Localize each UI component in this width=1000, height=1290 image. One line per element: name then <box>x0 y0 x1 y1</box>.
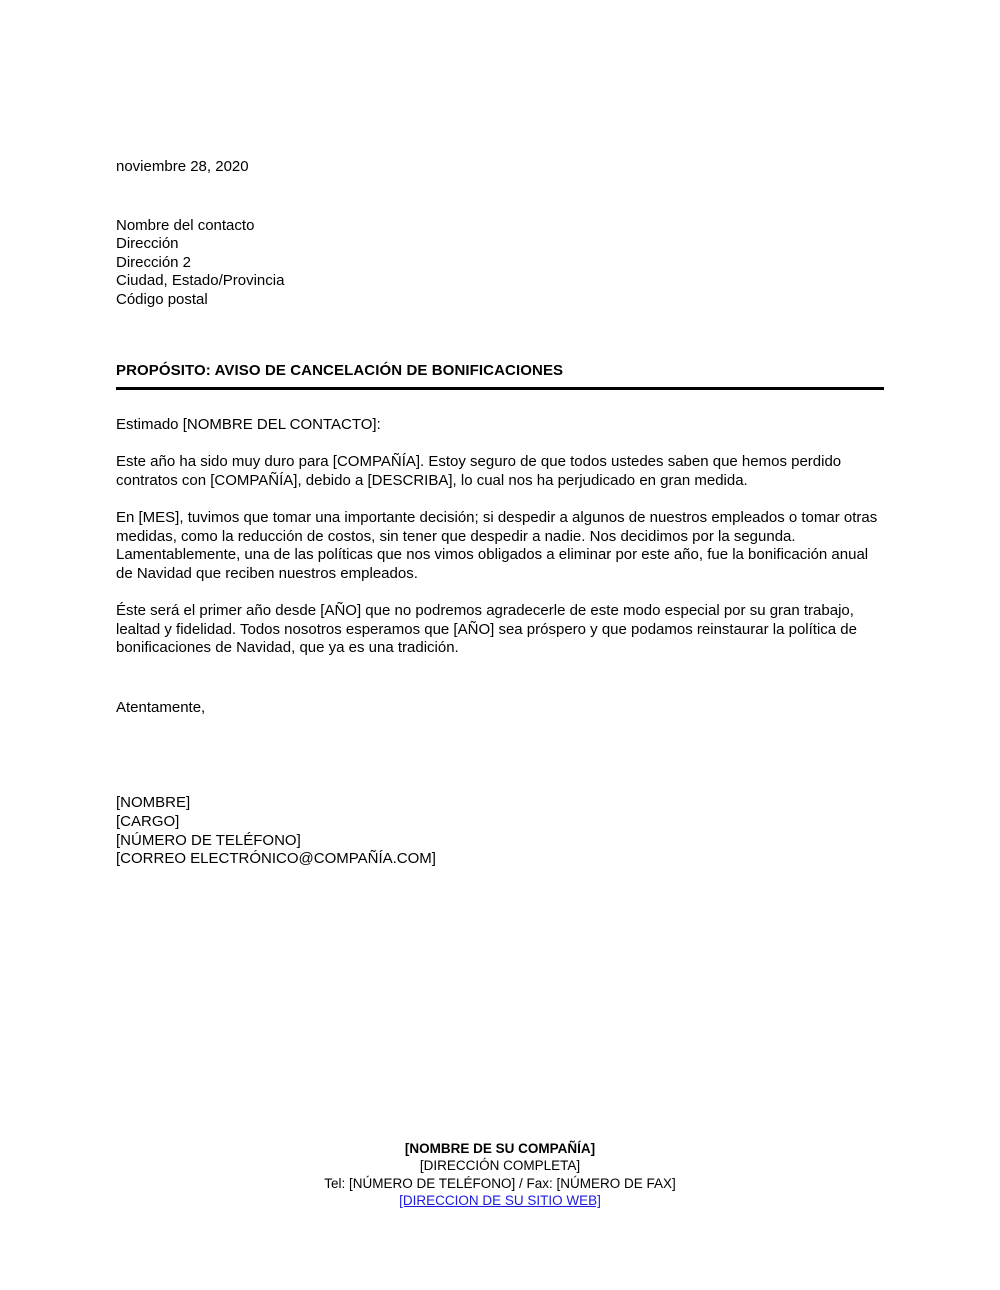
recipient-line-city-state: Ciudad, Estado/Provincia <box>116 272 285 290</box>
signature-email: [CORREO ELECTRÓNICO@COMPAÑÍA.COM] <box>116 850 436 868</box>
recipient-line-postal-code: Código postal <box>116 290 208 308</box>
footer-company-name: [NOMBRE DE SU COMPAÑÍA] <box>404 1141 596 1156</box>
signature-title: [CARGO] <box>116 813 180 831</box>
signature-phone: [NÚMERO DE TELÉFONO] <box>116 831 301 849</box>
body-paragraph-2: En [MES], tuvimos que tomar una importante decisión; si despedir a algunos de nuestros empleados o tomar otras medidas, como la reducción de costos, sin tener que despedir a nadie. Nos decidimos por la segunda. Lamentablemente, una de las políticas que nos vimos obligados a eliminar por este año, fue la bonificación anual de Navidad que reciben nuestros empleados. <box>116 509 878 582</box>
body-paragraph-1: Este año ha sido muy duro para [COMPAÑÍA]. Estoy seguro de que todos ustedes saben que hemos perdido contratos con [COMPAÑÍA], debido a [DESCRIBA], lo cual nos ha perjudicado en gran medida. <box>116 453 842 489</box>
footer-website-link[interactable]: [DIRECCION DE SU SITIO WEB] <box>399 1193 601 1209</box>
recipient-address-block <box>116 217 884 310</box>
recipient-line-address-2: Dirección 2 <box>116 253 192 271</box>
body-paragraph-3: Éste será el primer año desde [AÑO] que no podremos agradecerle de este modo especial por su gran trabajo, lealtad y fidelidad. Todos nosotros esperamos que [AÑO] sea próspero y que podamos reinstaurar la política de bonificaciones de Navidad, que ya es una tradición. <box>116 602 857 657</box>
recipient-line-address-1: Dirección <box>116 235 179 253</box>
footer-website-line <box>116 1192 884 1209</box>
page-footer <box>116 1140 884 1210</box>
closing-salutation: Atentamente, <box>116 698 206 716</box>
letter-date: noviembre 28, 2020 <box>116 158 249 175</box>
salutation: Estimado [NOMBRE DEL CONTACTO]: <box>116 416 381 434</box>
spacer-address-subject <box>116 310 884 362</box>
subject-heading: PROPÓSITO: AVISO DE CANCELACIÓN DE BONIFICACIONES <box>116 361 564 379</box>
footer-address: [DIRECCIÓN COMPLETA] <box>419 1158 581 1174</box>
letter-content <box>116 158 884 869</box>
footer-contact: Tel: [NÚMERO DE TELÉFONO] / Fax: [NÚMERO DE FAX] <box>324 1175 676 1191</box>
spacer-date-address <box>116 177 884 217</box>
recipient-line-name: Nombre del contacto <box>116 216 255 234</box>
spacer-subject-body <box>116 390 884 416</box>
signature-name: [NOMBRE] <box>116 794 191 812</box>
signature-block <box>116 794 884 868</box>
